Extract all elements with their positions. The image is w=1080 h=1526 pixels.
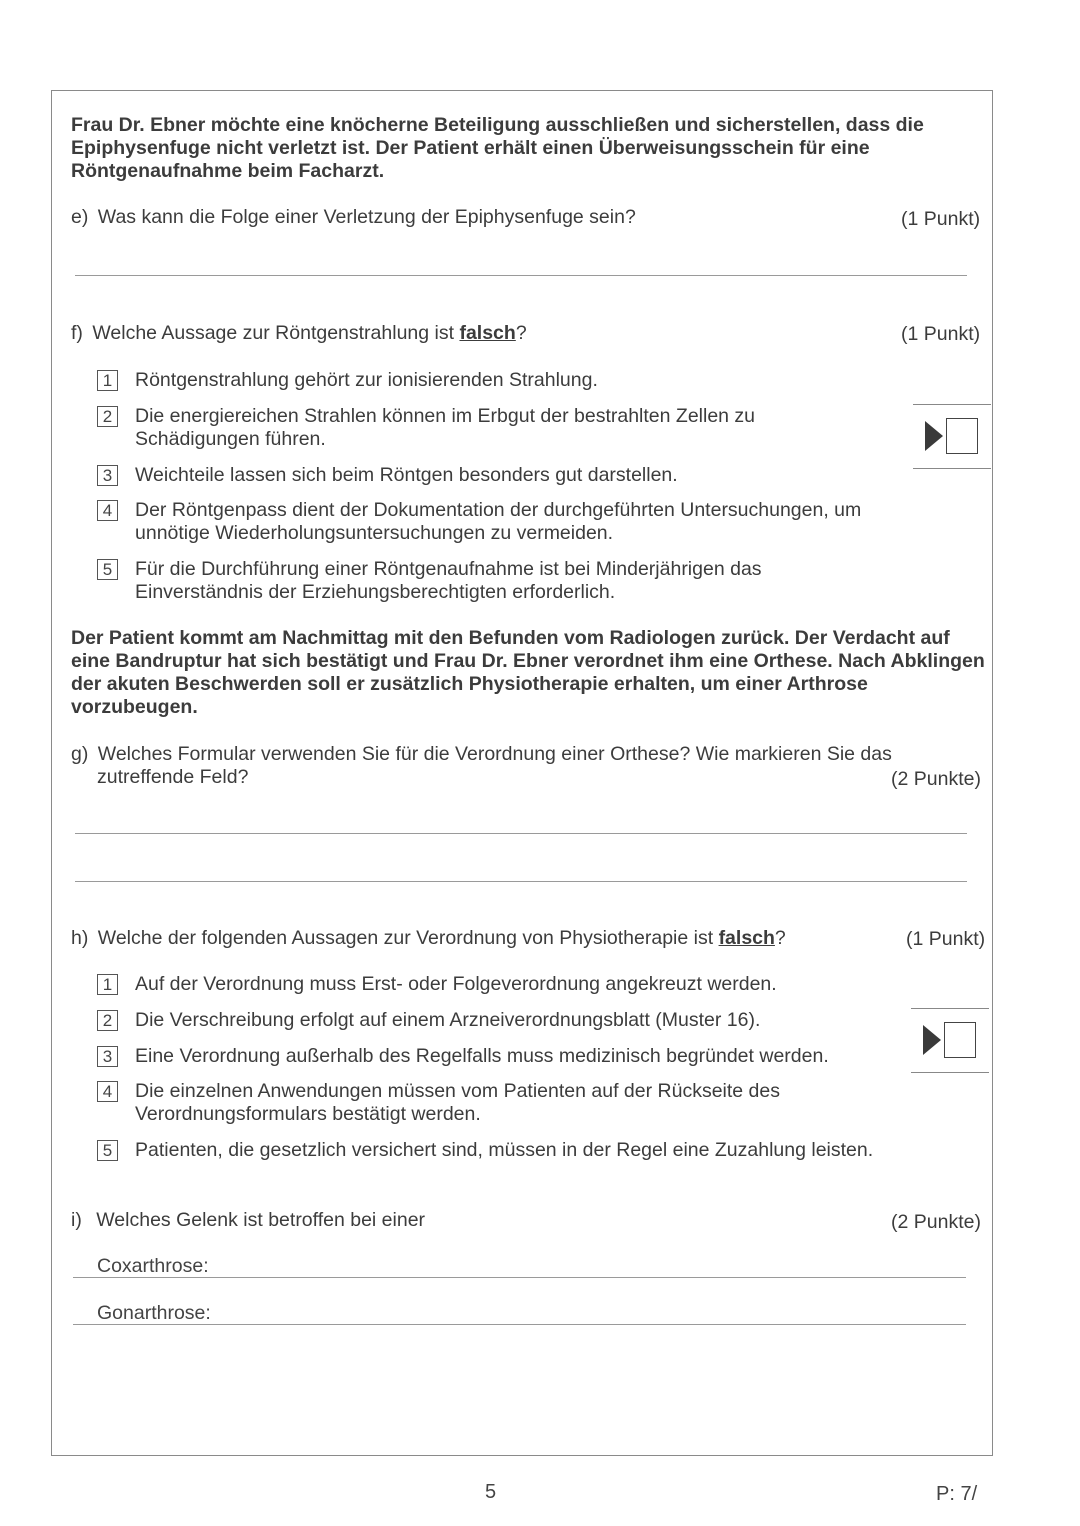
option-f-5 — [97, 558, 825, 604]
question-h-label: h) — [71, 927, 89, 949]
answer-line-gonarthrose[interactable] — [73, 1324, 966, 1325]
option-number: 2 — [97, 406, 118, 427]
option-h-5 — [97, 1139, 873, 1162]
page-code: P: 7/ — [936, 1483, 978, 1505]
option-number: 3 — [97, 1046, 118, 1067]
question-f-label: f) — [71, 322, 83, 344]
question-f-text: Welche Aussage zur Röntgenstrahlung ist — [92, 322, 460, 344]
option-text: Patienten, die gesetzlich versichert sind, müssen in der Regel eine Zuzahlung leisten. — [135, 1139, 874, 1161]
option-text: Die Verschreibung erfolgt auf einem Arzneiverordnungsblatt (Muster 16). — [135, 1009, 761, 1031]
answer-line-e[interactable] — [75, 275, 967, 276]
page-number: 5 — [485, 1481, 497, 1503]
option-h-1 — [97, 973, 777, 996]
question-e — [71, 206, 636, 229]
question-h — [71, 927, 786, 950]
option-number: 1 — [97, 370, 118, 391]
option-text: Die einzelnen Anwendungen müssen vom Patienten auf der Rückseite des Verordnungsformulars bestätigt werden. — [135, 1080, 780, 1125]
option-text: Für die Durchführung einer Röntgenaufnahme ist bei Minderjährigen das Einverständnis der Erziehungsberechtigten erforderlich. — [135, 558, 762, 603]
option-f-3 — [97, 464, 678, 487]
option-f-2 — [97, 405, 765, 451]
field-label-gonarthrose: Gonarthrose: — [97, 1302, 211, 1324]
question-f — [71, 322, 527, 345]
question-i-text: Welches Gelenk ist betroffen bei einer — [96, 1209, 426, 1231]
option-h-3 — [97, 1045, 829, 1068]
option-number: 5 — [97, 559, 118, 580]
question-f-emphasis: falsch — [459, 322, 516, 344]
question-g-label: g) — [71, 743, 89, 765]
question-h-emphasis: falsch — [718, 927, 775, 949]
option-text: Der Röntgenpass dient der Dokumentation der durchgeführten Untersuchungen, um unnötige Wiederholungsuntersuchungen zu vermeiden. — [135, 499, 862, 544]
arrow-right-icon — [923, 1025, 941, 1055]
field-label-coxarthrose: Coxarthrose: — [97, 1255, 209, 1277]
option-number: 4 — [97, 1081, 118, 1102]
answer-line-coxarthrose[interactable] — [73, 1277, 966, 1278]
question-e-text: Was kann die Folge einer Verletzung der Epiphysenfuge sein? — [97, 206, 636, 228]
question-e-points: (1 Punkt) — [901, 208, 981, 230]
question-e-label: e) — [71, 206, 89, 228]
question-g-text-2: zutreffende Feld? — [97, 766, 249, 788]
option-number: 4 — [97, 500, 118, 521]
question-g — [71, 743, 971, 766]
option-text: Auf der Verordnung muss Erst- oder Folgeverordnung angekreuzt werden. — [135, 973, 777, 995]
answer-checkbox-h[interactable] — [944, 1022, 976, 1058]
question-i-label: i) — [71, 1209, 82, 1231]
scenario-text-2: Der Patient kommt am Nachmittag mit den Befunden vom Radiologen zurück. Der Verdacht auf eine Bandruptur hat sich bestätigt und Frau Dr. Ebner verordnet ihm eine Orthese. Nach Abklingen der akuten Beschwerden soll er zusätzlich Physiotherapie erhalten, um einer Arthrose vorzubeugen. — [71, 627, 985, 718]
question-i-points: (2 Punkte) — [891, 1211, 981, 1233]
option-text: Die energiereichen Strahlen können im Erbgut der bestrahlten Zellen zu Schädigungen führen. — [135, 405, 756, 450]
scenario-text-1: Frau Dr. Ebner möchte eine knöcherne Beteiligung ausschließen und sicherstellen, dass die Epiphysenfuge nicht verletzt ist. Der Patient erhält einen Überweisungsschein für eine Röntgenaufnahme beim Facharzt. — [71, 114, 924, 182]
question-h-text: Welche der folgenden Aussagen zur Verordnung von Physiotherapie ist — [97, 927, 719, 949]
question-g-text: Welches Formular verwenden Sie für die Verordnung einer Orthese? Wie markieren Sie das — [97, 743, 892, 765]
option-number: 3 — [97, 465, 118, 486]
option-h-2 — [97, 1009, 760, 1032]
answer-line-g-1[interactable] — [75, 833, 967, 834]
question-h-mark: ? — [774, 927, 786, 949]
option-h-4 — [97, 1080, 825, 1126]
question-g-points: (2 Punkte) — [891, 768, 981, 790]
option-text: Weichteile lassen sich beim Röntgen besonders gut darstellen. — [135, 464, 678, 486]
question-h-points: (1 Punkt) — [906, 928, 986, 950]
answer-line-g-2[interactable] — [75, 881, 967, 882]
answer-checkbox-f[interactable] — [946, 418, 978, 454]
option-text: Eine Verordnung außerhalb des Regelfalls muss medizinisch begründet werden. — [135, 1045, 829, 1067]
arrow-right-icon — [925, 421, 943, 451]
option-number: 5 — [97, 1140, 118, 1161]
question-f-mark: ? — [515, 322, 527, 344]
option-f-1 — [97, 369, 598, 392]
question-f-points: (1 Punkt) — [901, 323, 981, 345]
option-number: 1 — [97, 974, 118, 995]
question-i — [71, 1209, 425, 1232]
option-number: 2 — [97, 1010, 118, 1031]
option-f-4 — [97, 499, 875, 545]
option-text: Röntgenstrahlung gehört zur ionisierenden Strahlung. — [135, 369, 598, 391]
